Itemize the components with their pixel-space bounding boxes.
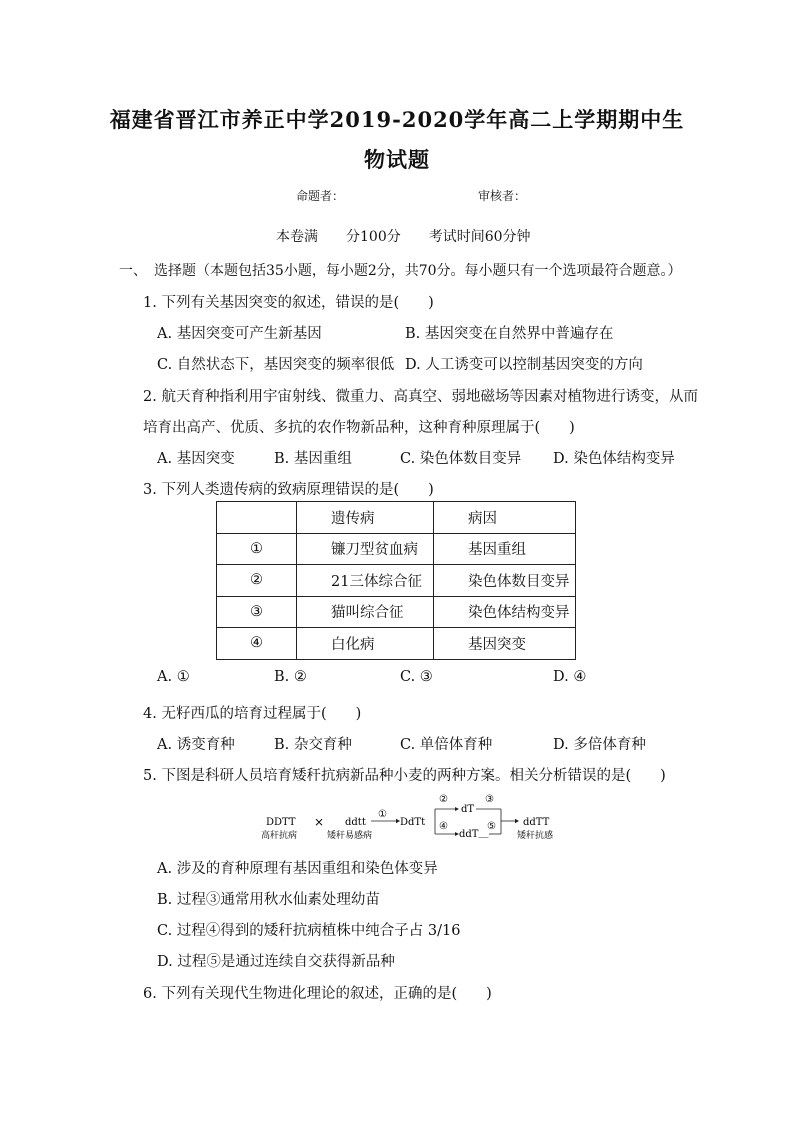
cross-symbol: ×	[314, 815, 325, 829]
parent1-genotype: DDTT	[266, 817, 296, 828]
q1-option-b: B. 基因突变在自然界中普遍存在	[405, 326, 614, 342]
mid-genotype-1: dT	[461, 804, 475, 815]
parent2-label: 矮秆易感病	[327, 831, 373, 841]
step-3-label: ③	[485, 794, 494, 805]
step-5-label: ⑤	[487, 821, 496, 832]
question-2-stem-line-1: 2. 航天育种指利用宇宙射线、微重力、高真空、弱地磁场等因素对植物进行诱变，从而	[143, 389, 698, 405]
question-2-stem-line-2: 培育出高产、优质、多抗的农作物新品种，这种育种原理属于( )	[143, 420, 575, 436]
table-cell: 基因重组	[434, 533, 576, 565]
question-3-stem: 3. 下列人类遗传病的致病原理错误的是( )	[143, 482, 434, 498]
q5-option-d: D. 过程⑤是通过连续自交获得新品种	[157, 954, 395, 970]
q1-option-c: C. 自然状态下，基因突变的频率很低	[157, 357, 395, 373]
q2-option-c: C. 染色体数目变异	[400, 451, 522, 467]
result-label: 矮秆抗感	[517, 831, 554, 841]
q3-option-c: C. ③	[400, 669, 433, 685]
step-1-label: ①	[378, 809, 387, 820]
q4-option-a: A. 诱变育种	[157, 737, 235, 753]
q5-option-a: A. 涉及的育种原理有基因重组和染色体变异	[157, 861, 438, 877]
arrow-head-step-2	[455, 807, 459, 811]
table-row	[217, 596, 576, 628]
table-cell: 白化病	[297, 628, 434, 660]
breeding-scheme-diagram	[255, 788, 575, 842]
step-2-label: ②	[439, 794, 448, 805]
q2-option-a: A. 基因突变	[157, 451, 235, 467]
q1-option-a: A. 基因突变可产生新基因	[157, 326, 322, 342]
q1-option-d: D. 人工诱变可以控制基因突变的方向	[405, 357, 643, 373]
table-cell: 21三体综合征	[297, 565, 434, 597]
table-cell: 猫叫综合征	[297, 596, 434, 628]
step-4-label: ④	[439, 821, 448, 832]
f1-genotype: DdTt	[400, 817, 426, 828]
parent2-genotype: ddtt	[345, 817, 366, 828]
exam-info: 本卷满 分100分 考试时间60分钟	[276, 229, 531, 245]
table-row	[217, 628, 576, 660]
q2-option-b: B. 基因重组	[274, 451, 352, 467]
table-header-row	[217, 502, 576, 534]
table-header-cell: 病因	[434, 502, 576, 534]
page-title-line-2: 物试题	[364, 147, 430, 172]
mid-genotype-2: ddT＿	[459, 829, 489, 840]
table-cell: ②	[217, 565, 297, 597]
q3-option-b: B. ②	[274, 669, 307, 685]
question-6-stem: 6. 下列有关现代生物进化理论的叙述，正确的是( )	[143, 986, 492, 1002]
page-title-line-1: 福建省晋江市养正中学2019-2020学年高二上学期期中生	[109, 107, 685, 132]
table-cell: 染色体数目变异	[434, 565, 576, 597]
table-header-cell	[217, 502, 297, 534]
table-cell: 染色体结构变异	[434, 596, 576, 628]
section-heading: 一、 选择题（本题包括35小题，每小题2分，共70分。每小题只有一个选项最符合题意。）	[119, 263, 682, 279]
q2-option-d: D. 染色体结构变异	[553, 451, 675, 467]
q3-option-d: D. ④	[553, 669, 587, 685]
parent1-label: 高秆抗病	[261, 831, 298, 841]
q3-option-a: A. ①	[157, 669, 190, 685]
reviewer-label: 审核者：	[478, 189, 527, 203]
question-4-stem: 4. 无籽西瓜的培育过程属于( )	[143, 706, 362, 722]
table-cell: 基因突变	[434, 628, 576, 660]
setter-label: 命题者：	[296, 189, 345, 203]
table-row	[217, 533, 576, 565]
question-1-stem: 1. 下列有关基因突变的叙述，错误的是( )	[143, 295, 434, 311]
q5-option-b: B. 过程③通常用秋水仙素处理幼苗	[157, 892, 380, 908]
table-cell: ①	[217, 533, 297, 565]
table-row	[217, 565, 576, 597]
table-header-cell: 遗传病	[297, 502, 434, 534]
q4-option-d: D. 多倍体育种	[553, 737, 646, 753]
table-cell: 镰刀型贫血病	[297, 533, 434, 565]
result-genotype: ddTT	[523, 817, 550, 828]
q5-option-c: C. 过程④得到的矮秆抗病植株中纯合子占 3/16	[157, 923, 461, 939]
table-cell: ④	[217, 628, 297, 660]
genetic-disease-table	[216, 501, 576, 660]
question-5-stem: 5. 下图是科研人员培育矮秆抗病新品种小麦的两种方案。相关分析错误的是( )	[143, 768, 666, 784]
arrow-head-result	[515, 819, 519, 823]
q4-option-b: B. 杂交育种	[274, 737, 352, 753]
q4-option-c: C. 单倍体育种	[400, 737, 493, 753]
table-cell: ③	[217, 596, 297, 628]
